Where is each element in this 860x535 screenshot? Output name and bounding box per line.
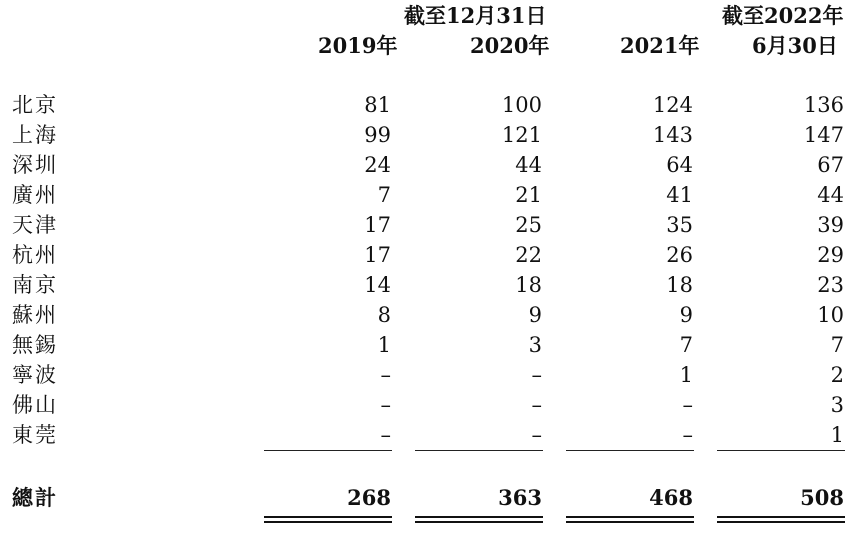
total-double-rule-2020: [415, 516, 543, 523]
header-col-2022-line2: 6月30日: [752, 33, 838, 58]
cell-2022: 7: [830, 333, 844, 357]
cell-2020: 25: [515, 213, 542, 237]
row-city: 北京: [12, 93, 58, 117]
subtotal-rule-2021: [566, 450, 694, 451]
cell-2020: 100: [501, 93, 542, 117]
total-2022: 508: [800, 485, 844, 510]
cell-2019: 1: [377, 333, 391, 357]
cell-2019: 81: [364, 93, 391, 117]
cell-2021: 7: [679, 333, 693, 357]
cell-2022: 136: [803, 93, 844, 117]
cell-2021: –: [682, 423, 693, 447]
row-city: 天津: [12, 213, 58, 237]
cell-2021: 124: [652, 93, 693, 117]
cell-2019: 8: [377, 303, 391, 327]
cell-2022: 23: [817, 273, 844, 297]
header-col-2020: 2020年: [470, 33, 550, 58]
total-2021: 468: [649, 485, 693, 510]
cell-2020: 22: [515, 243, 542, 267]
cell-2020: 21: [515, 183, 542, 207]
row-city: 上海: [12, 123, 58, 147]
cell-2021: 143: [652, 123, 693, 147]
row-city: 無錫: [12, 333, 58, 357]
total-label: 總計: [12, 485, 58, 510]
cell-2019: 14: [364, 273, 391, 297]
header-col-2019: 2019年: [318, 33, 398, 58]
cell-2020: –: [531, 423, 542, 447]
subtotal-rule-2019: [264, 450, 392, 451]
cell-2020: 9: [528, 303, 542, 327]
row-city: 佛山: [12, 393, 58, 417]
cell-2019: 17: [364, 213, 391, 237]
row-city: 廣州: [12, 183, 58, 207]
row-city: 杭州: [12, 243, 58, 267]
total-double-rule-2022: [717, 516, 845, 523]
row-city: 南京: [12, 273, 58, 297]
total-2019: 268: [347, 485, 391, 510]
cell-2020: –: [531, 393, 542, 417]
cell-2022: 44: [817, 183, 844, 207]
cell-2021: 26: [666, 243, 693, 267]
cell-2019: –: [380, 423, 391, 447]
cell-2022: 39: [817, 213, 844, 237]
cell-2019: 7: [377, 183, 391, 207]
subtotal-rule-2020: [415, 450, 543, 451]
row-city: 深圳: [12, 153, 58, 177]
cell-2020: 121: [501, 123, 542, 147]
cell-2019: 17: [364, 243, 391, 267]
cell-2021: 64: [666, 153, 693, 177]
cell-2022: 147: [803, 123, 844, 147]
cell-2019: 24: [364, 153, 391, 177]
row-city: 東莞: [12, 423, 58, 447]
header-col-2021: 2021年: [620, 33, 700, 58]
cell-2022: 2: [830, 363, 844, 387]
subtotal-rule-2022: [717, 450, 845, 451]
cell-2021: 9: [679, 303, 693, 327]
row-city: 蘇州: [12, 303, 58, 327]
cell-2020: 3: [528, 333, 542, 357]
cell-2022: 3: [830, 393, 844, 417]
cell-2022: 67: [817, 153, 844, 177]
cell-2021: 1: [679, 363, 693, 387]
cell-2020: 18: [515, 273, 542, 297]
cell-2019: –: [380, 393, 391, 417]
total-double-rule-2021: [566, 516, 694, 523]
cell-2021: 41: [666, 183, 693, 207]
cell-2020: 44: [515, 153, 542, 177]
row-city: 寧波: [12, 363, 58, 387]
cell-2021: 35: [666, 213, 693, 237]
total-2020: 363: [498, 485, 542, 510]
header-col-2022-line1: 截至2022年: [722, 3, 844, 28]
total-double-rule-2019: [264, 516, 392, 523]
cell-2020: –: [531, 363, 542, 387]
cell-2022: 1: [830, 423, 844, 447]
cell-2022: 10: [817, 303, 844, 327]
cell-2019: –: [380, 363, 391, 387]
cell-2021: 18: [666, 273, 693, 297]
cell-2021: –: [682, 393, 693, 417]
cell-2022: 29: [817, 243, 844, 267]
cell-2019: 99: [364, 123, 391, 147]
header-group-label: 截至12月31日: [404, 3, 547, 28]
